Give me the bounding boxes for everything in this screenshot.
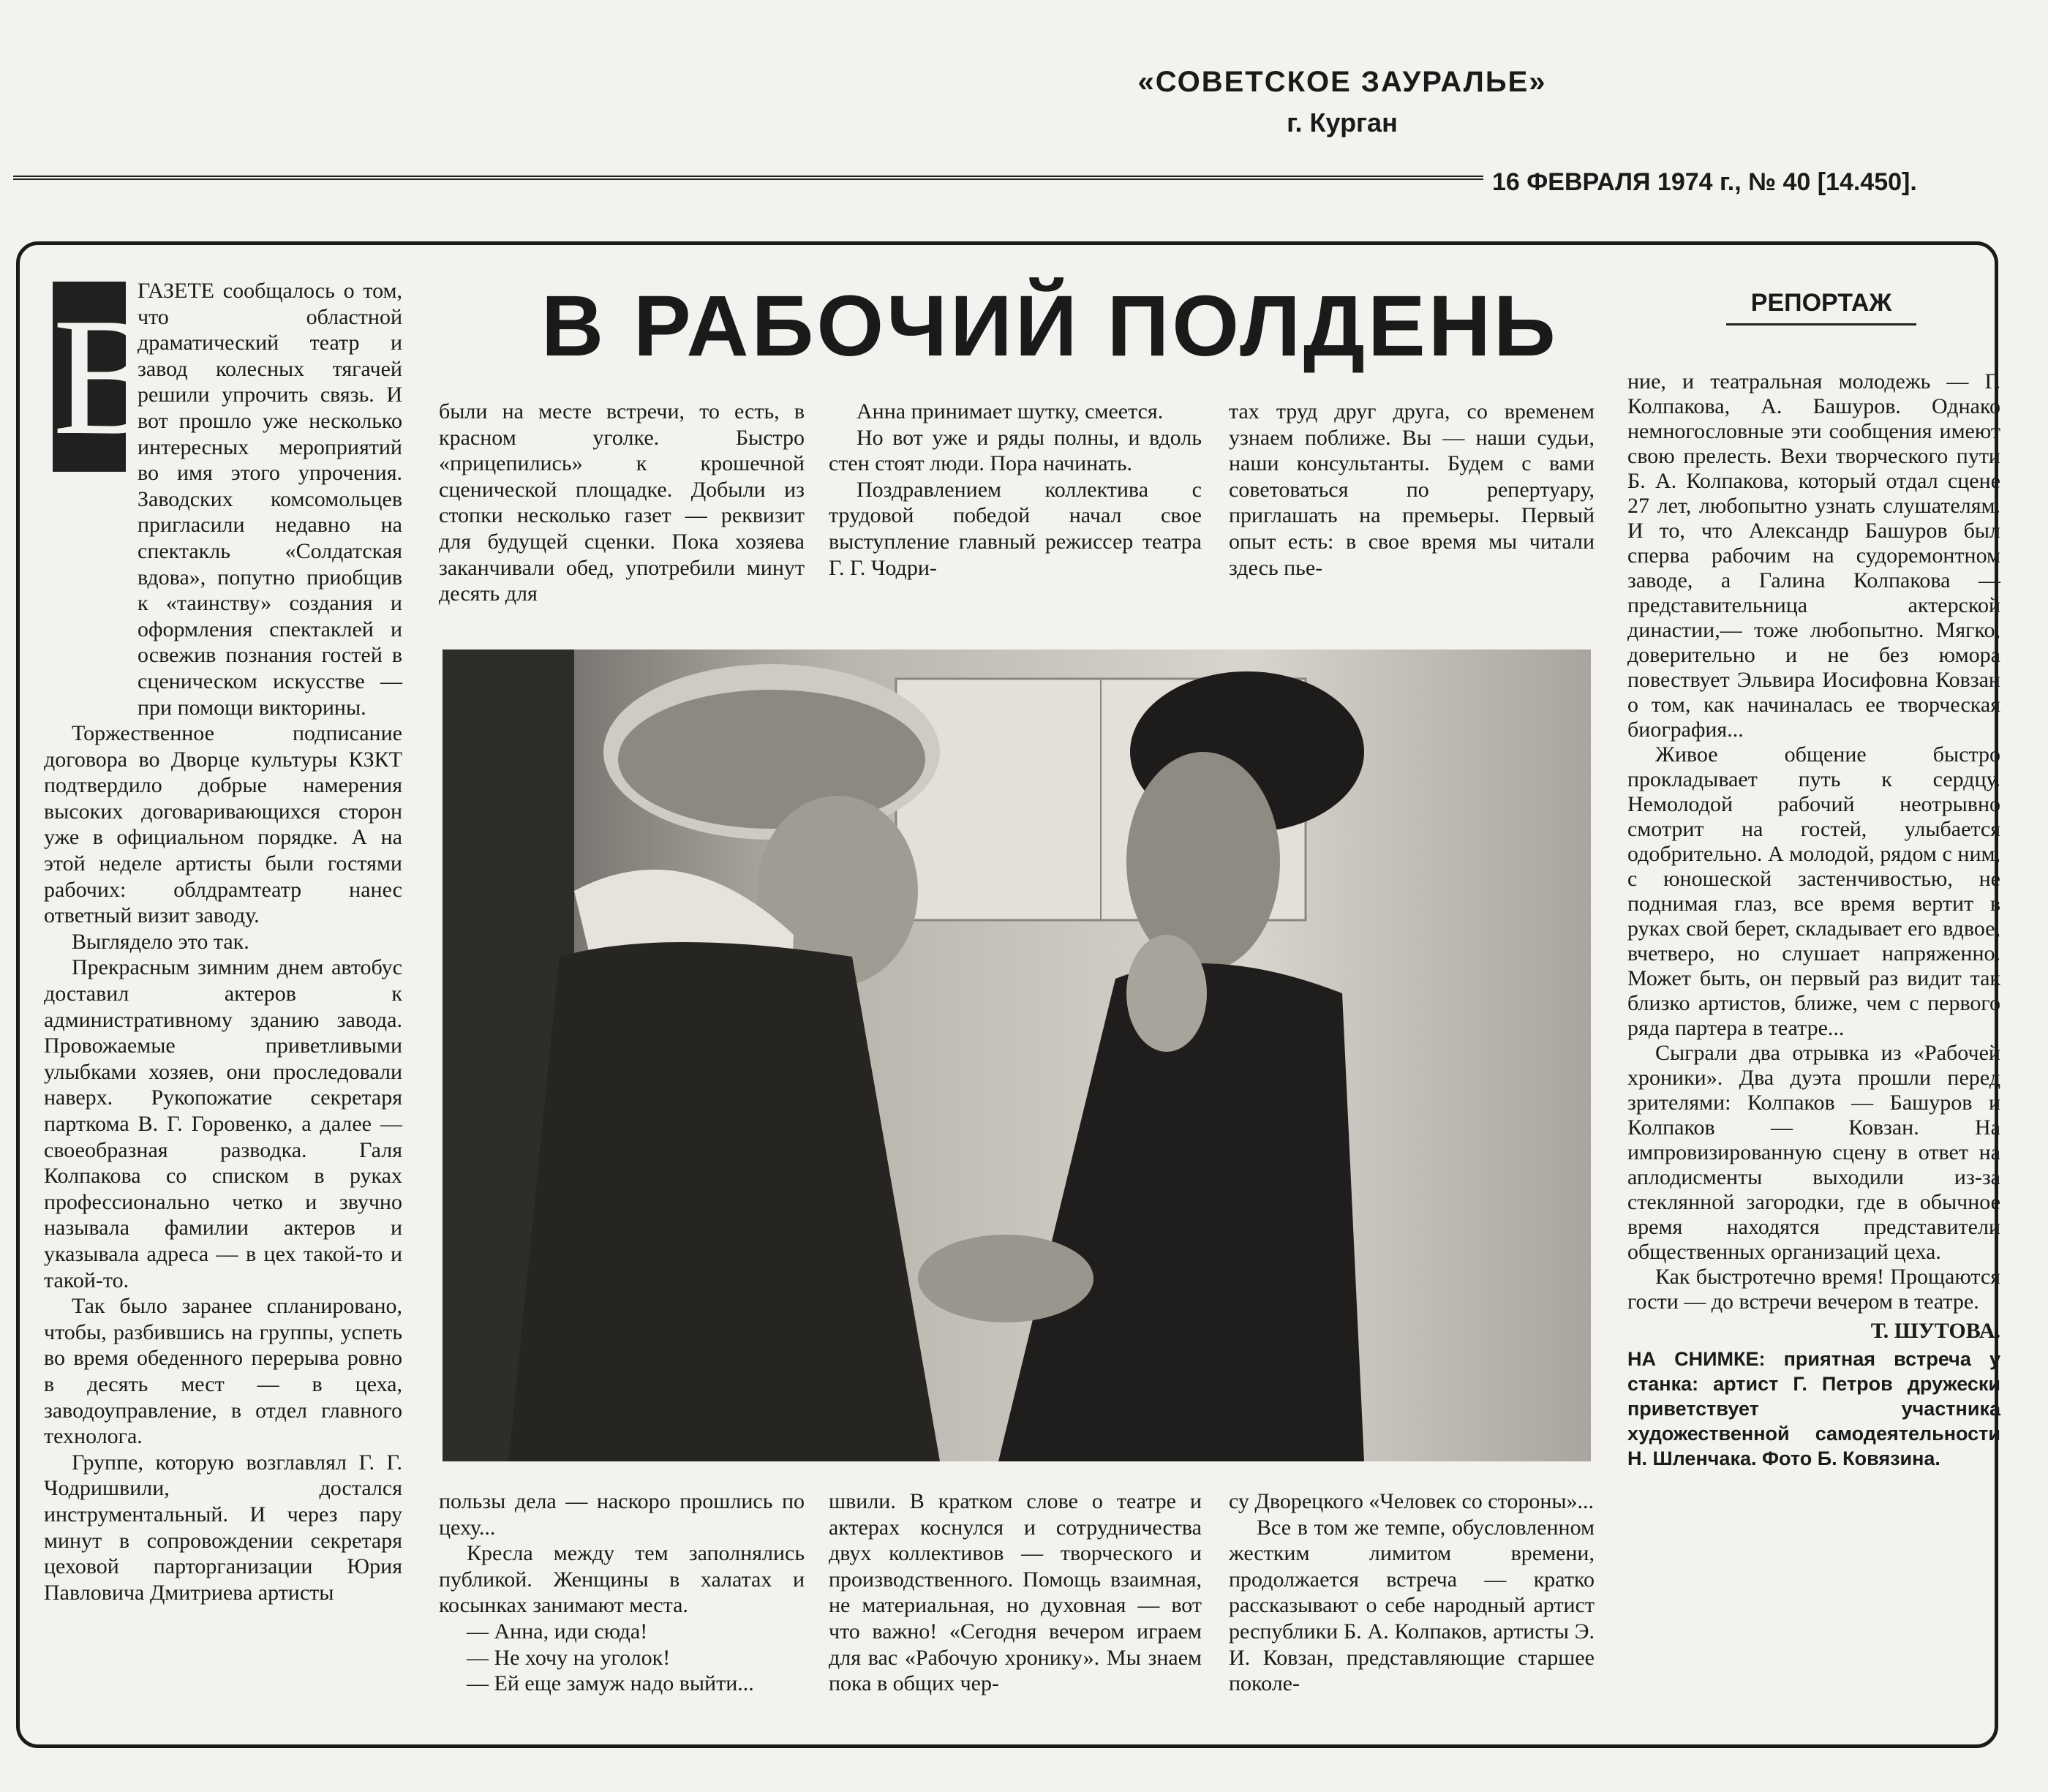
paragraph: Сыграли два отрывка из «Рабочей хроники». Два дуэта прошли перед зрителями: Колпаков — Башуров и Колпаков — Ковзан. На импровизированную сцену в ответ на аплодисменты выходили из-за стеклянной загородки, где в обычное время находятся представители общественных организаций цеха. bbox=[1627, 1041, 2000, 1264]
photo-image bbox=[443, 650, 1591, 1461]
article-column-5 bbox=[1627, 369, 2000, 1471]
article-column-4-top bbox=[1229, 399, 1595, 581]
paragraph: Как быстротечно время! Прощаются гости — до встречи вечером в театре. bbox=[1627, 1265, 2000, 1314]
paragraph: Торжественное подписание договора во Дворце культуры КЗКТ подтвердило добрые намерения высоких договаривающихся сторон уже в официальном порядке. А на этой неделе артисты были гостями рабочих: облдрамтеатр нанес ответный визит заводу. bbox=[44, 721, 402, 928]
paragraph: Поздравлением коллектива с трудовой победой начал свое выступление главный режиссер театра Г. Г. Чодри- bbox=[829, 477, 1202, 580]
issue-date-number: 16 ФЕВРАЛЯ 1974 г., № 40 [14.450]. bbox=[1492, 168, 1917, 196]
paragraph: Живое общение быстро прокладывает путь к сердцу. Немолодой рабочий неотрывно смотрит на гостей, улыбается одобрительно. А молодой, рядом с ним, с юношеской застенчивостью, не поднимая глаз, все время вертит в руках свой берет, складывает его вдвое, вчетверо, но слушает напряженно. Может быть, он первый раз видит так близко артистов, ближе, чем с первого ряда партера в театре... bbox=[1627, 742, 2000, 1040]
article-headline: В РАБОЧИЙ ПОЛДЕНЬ bbox=[541, 278, 1559, 374]
drop-cap: В bbox=[53, 282, 126, 472]
paragraph: швили. В кратком слове о театре и актерах коснулся и сотрудничества двух коллективов — творческого и производственного. Помощь взаимная, не материальная, но духовная — вот что важно! «Сегодня вечером играем для вас «Рабочую хронику». Мы знаем пока в общих чер- bbox=[829, 1489, 1202, 1696]
author-signature: Т. ШУТОВА. bbox=[1870, 1319, 2000, 1343]
paragraph: Но вот уже и ряды полны, и вдоль стен стоят люди. Пора начинать. bbox=[829, 425, 1202, 476]
paragraph: Группе, которую возглавлял Г. Г. Чодришвили, достался инструментальный. И через пару минут в сопровождении секретаря цеховой парторганизации Юрия Павловича Дмитриева артисты bbox=[44, 1450, 402, 1605]
paragraph: Прекрасным зимним днем автобус доставил актеров к административному зданию завода. Провожаемые приветливыми улыбками хозяев, они проследовали наверх. Рукопожатие секретаря парткома В. Г. Горовенко, а далее — своеобразная разводка. Галя Колпакова со списком в руках профессионально четко и звучно называла фамилии актеров и указывала адреса — в цех такой-то и такой-то. bbox=[44, 955, 402, 1292]
article-column-3-top bbox=[829, 399, 1202, 581]
article-photo bbox=[443, 650, 1591, 1461]
article-column-2-top bbox=[439, 399, 805, 607]
paragraph: Выглядело это так. bbox=[72, 929, 249, 954]
paragraph: — Анна, иди сюда! bbox=[467, 1619, 648, 1644]
paragraph: ние, и театральная молодежь — Г. Колпакова, А. Башуров. Однако немногословные эти сообщения имеют свою прелесть. Вехи творческого пути Б. А. Колпакова, который отдал сцене 27 лет, любопытно узнать слушателям. И то, что Александр Башуров был сперва рабочим на судоремонтном заводе, а Галина Колпакова — представительница актерской династии,— тоже любопытно. Мягко, доверительно и не без юмора повествует Эльвира Иосифовна Ковзан о том, как начиналась ее творческая биография... bbox=[1627, 369, 2000, 742]
paragraph: пользы дела — наскоро прошлись по цеху... bbox=[439, 1489, 805, 1540]
article-column-2-bottom bbox=[439, 1488, 805, 1697]
article-column-3-bottom bbox=[829, 1488, 1202, 1697]
header-rule bbox=[13, 176, 1483, 180]
paragraph: Так было заранее спланировано, чтобы, разбившись на группы, успеть во время обеденного перерыва ровно в десять мест — в цеха, заводоуправление, в отдел главного технолога. bbox=[44, 1294, 402, 1449]
paragraph: — Не хочу на уголок! bbox=[467, 1645, 671, 1670]
paragraph: Все в том же темпе, обусловленном жестким лимитом времени, продолжается встреча — кратко рассказывают о себе народный артист республики Б. А. Колпаков, артисты Э. И. Ковзан, представляющие старшее поколе- bbox=[1229, 1515, 1595, 1696]
paragraph: Кресла между тем заполнялись публикой. Женщины в халатах и косынках занимают места. bbox=[439, 1541, 805, 1618]
newspaper-city: г. Курган bbox=[1287, 108, 1398, 138]
newspaper-name: «СОВЕТСКОЕ ЗАУРАЛЬЕ» bbox=[1137, 66, 1547, 98]
article-column-4-bottom bbox=[1229, 1488, 1595, 1697]
paragraph: ГАЗЕТЕ сообщалось о том, что областной драматический театр и завод колесных тягачей решили упрочить связь. И вот прошло уже несколько интересных мероприятий во имя этого упрочения. Заводских комсомольцев пригласили недавно на спектакль «Солдатская вдова», попутно приобщив к «таинству» создания и оформления спектаклей и освежив познания гостей в сценическом искусстве — при помощи викторины. bbox=[138, 279, 402, 720]
masthead bbox=[1137, 66, 1547, 138]
paragraph: были на месте встречи, то есть, в красном уголке. Быстро «прицепились» к крошечной сценической площадке. Добыли из стопки несколько газет — реквизит для будущей сценки. Пока хозяева заканчивали обед, употребили минут десять для bbox=[439, 399, 805, 606]
photo-caption: НА СНИМКЕ: приятная встреча у станка: артист Г. Петров дружески приветствует участника художественной самодеятельности Н. Шленчака. Фото Б. Ковязина. bbox=[1627, 1348, 2000, 1469]
paragraph: тах труд друг друга, со временем узнаем поближе. Вы — наши судьи, наши консультанты. Будем с вами советоваться по репертуару, приглашать на премьеры. Первый опыт есть: в свое время мы читали здесь пье- bbox=[1229, 399, 1595, 580]
article-column-1 bbox=[44, 278, 402, 1605]
paragraph: — Ей еще замуж надо выйти... bbox=[467, 1671, 754, 1696]
paragraph: су Дворецкого «Человек со стороны»... bbox=[1229, 1489, 1595, 1513]
paragraph: Анна принимает шутку, смеется. bbox=[857, 399, 1164, 423]
rubric-label: РЕПОРТАЖ bbox=[1726, 289, 1916, 325]
